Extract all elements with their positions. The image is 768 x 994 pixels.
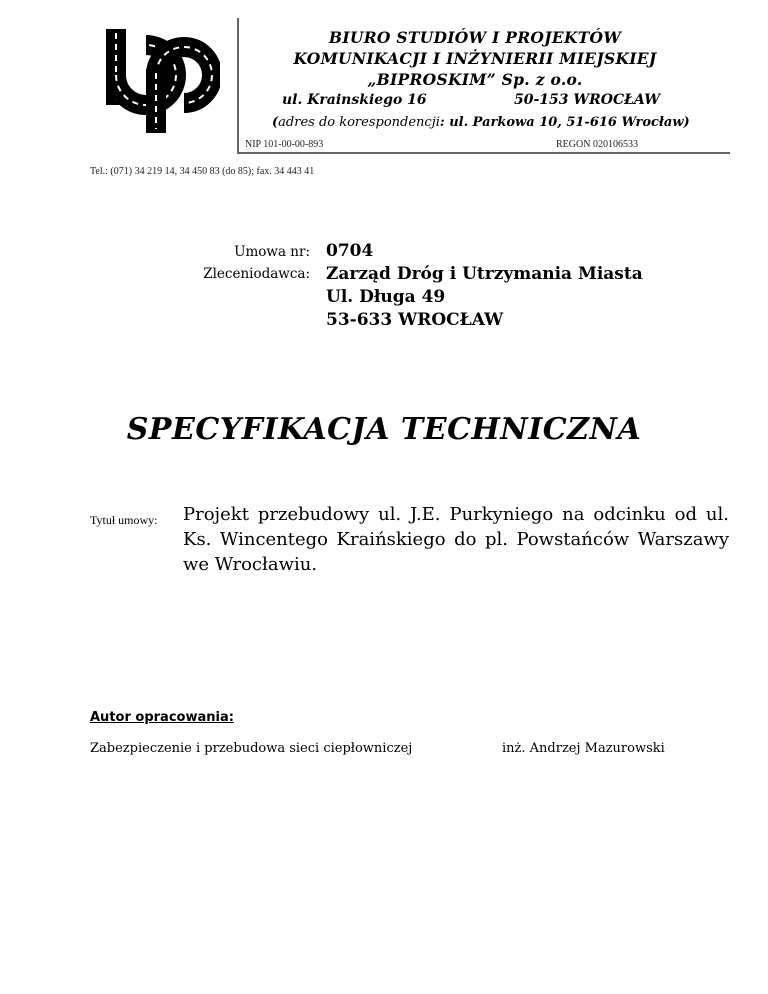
company-name-line1: BIURO STUDIÓW I PROJEKTÓW	[328, 28, 622, 47]
company-city: 50-153 WROCŁAW	[514, 92, 660, 108]
author-role: Zabezpieczenie i przebudowa sieci ciepłowniczej	[90, 741, 413, 756]
header-horizontal-rule	[238, 152, 730, 154]
company-logo-icon	[100, 25, 220, 137]
contract-number-label: Umowa nr:	[234, 244, 310, 260]
contract-number: 0704	[326, 241, 374, 261]
corr-colon: :	[439, 115, 445, 130]
correspondence-address	[272, 115, 690, 130]
client-name: Zarząd Dróg i Utrzymania Miasta	[326, 264, 643, 284]
corr-open-paren: (	[272, 115, 279, 130]
corr-address: ul. Parkowa 10, 51-616 Wrocław)	[444, 115, 690, 130]
author-heading: Autor opracowania:	[90, 710, 234, 725]
header-vertical-rule	[237, 18, 239, 154]
company-name-line3: „BIPROSKIM” Sp. z o.o.	[367, 70, 583, 89]
corr-prefix: adres do korespondencji	[278, 115, 440, 130]
subject-text: Projekt przebudowy ul. J.E. Purkyniego na odcinku od ul. Ks. Wincentego Kraińskiego do pl. Powstańców Warszawy we Wrocławiu.	[183, 504, 729, 575]
telephone-fax: Tel.: (071) 34 219 14, 34 450 83 (do 85); fax. 34 443 41	[90, 166, 315, 177]
author-name: inż. Andrzej Mazurowski	[502, 741, 665, 756]
client-street: Ul. Długa 49	[326, 287, 446, 307]
company-street: ul. Krainskiego 16	[282, 92, 427, 108]
nip-number: NIP 101-00-00-893	[245, 139, 324, 150]
company-name-line2: KOMUNIKACJI I INŻYNIERII MIEJSKIEJ	[293, 49, 657, 68]
regon-number: REGON 020106533	[556, 139, 638, 150]
client-city: 53-633 WROCŁAW	[326, 310, 504, 330]
document-title: SPECYFIKACJA TECHNICZNA	[126, 412, 642, 447]
subject-label: Tytuł umowy:	[90, 513, 158, 527]
client-label: Zleceniodawca:	[203, 266, 310, 282]
